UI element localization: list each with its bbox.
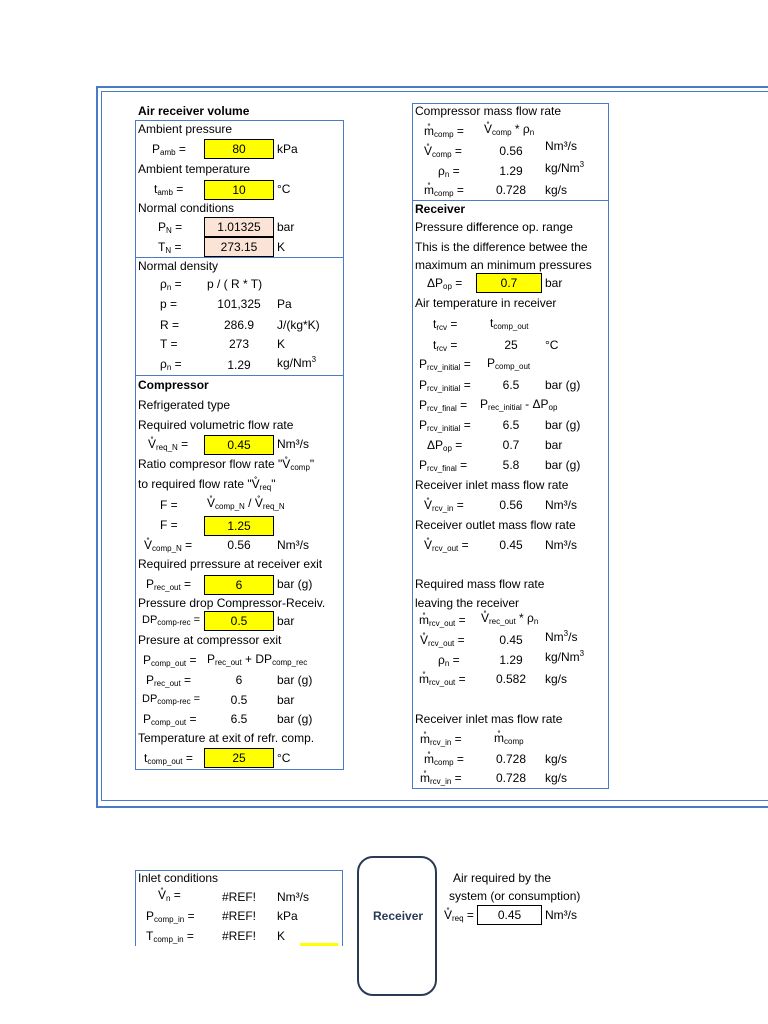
dpop-unit: bar [545,276,563,290]
mrcv-in-value: 0.728 [495,771,527,785]
vreq-b-unit: Nm³/s [545,908,577,922]
label-air-required1: Air required by the [453,871,552,885]
tcomp-input[interactable]: 25 [204,748,274,768]
trcv-label: $t_{rcv}$ = [433,338,458,353]
p-amb-input[interactable]: 80 [204,139,274,159]
dpop2-value: 0.7 [502,438,520,452]
r-unit: J/(kg*K) [277,318,320,332]
vrcv-out-label: $V̊_{rcv\_out}$ = [424,538,469,553]
vcomp-r-label: $V̊_{comp}$ = [424,144,462,159]
dp2-value: 0.5 [230,693,248,707]
mrcv-in-unit: kg/s [545,771,568,785]
prec-out-input[interactable]: 6 [204,575,274,595]
f-input[interactable]: 1.25 [204,516,274,536]
vreq-b-label: $V̊_{req}$ = [444,908,474,923]
rho2-unit: kg/Nm$^3$ [545,649,585,664]
vcomp-r-value: 0.56 [499,144,523,158]
divider [135,257,344,258]
label-pressure-diff: Pressure difference op. range [415,220,573,234]
vrcv-out2-unit: Nm$^3$/s [545,629,578,644]
label-presure-comp-exit: Presure at compressor exit [138,633,282,647]
vn-label: $V̊_n$ = [158,888,181,903]
prec-out2-value: 6 [235,673,243,687]
prec-out2-unit: bar (g) [277,673,313,687]
mrcv-out-formula-label: $m̊_{rcv\_out}$ = [419,613,466,628]
t-amb-input[interactable]: 10 [204,180,274,200]
label-normal-density: Normal density [138,259,219,273]
mrcv-out-formula: $V̊_{rec\_out} * \rho_n$ [481,611,539,626]
p-amb-label: $P_{amb}$ = [152,142,186,157]
pn-unit: bar [277,220,295,234]
pcomp-formula-label: $P_{comp\_out}$ = [143,653,197,668]
label-pressure-drop: Pressure drop Compressor-Receiv. [138,596,326,610]
vrcv-in-label: $V̊_{rcv\_in}$ = [424,498,464,513]
label-req-mass-flow1: Required mass flow rate [415,577,545,591]
rho-r-value: 1.29 [499,164,523,178]
label-req-pressure-exit: Required prressure at receiver exit [138,557,323,571]
vrcv-out-value: 0.45 [499,538,523,552]
dpop-input[interactable]: 0.7 [476,273,542,293]
label-diff-line2: maximum an minimum pressures [415,258,592,272]
tn-unit: K [277,240,286,254]
mcomp-formula: $V̊_{comp} * \rho_n$ [484,122,535,137]
mcomp-label: $m̊_{comp}$ = [424,183,464,198]
vcomp-value: 0.56 [227,538,251,552]
t-amb-label: $t_{amb}$ = [154,182,184,197]
rho-label: $\rho_n$ = [160,357,182,372]
label-air-temp: Air temperature in receiver [415,296,557,310]
mcomp2-label: $m̊_{comp}$ = [424,752,464,767]
label-inlet-mass-flow: Receiver inlet mass flow rate [415,478,569,492]
pcomp-label: $P_{comp\_out}$ = [143,712,197,727]
p-unit: Pa [277,297,292,311]
trcv-formula: $t_{comp\_out}$ [490,316,529,331]
tn-label: $T_N$ = [158,240,182,255]
pin-label: $P_{comp\_in}$ = [146,909,195,924]
f-label: F = [160,518,178,532]
vn-unit: Nm³/s [277,890,309,904]
prec-out-unit: bar (g) [277,577,313,591]
pcomp-formula: $P_{rec\_out} + DP_{comp\_rec}$ [207,652,308,667]
pfinal-value: 5.8 [502,458,520,472]
t-amb-unit: °C [277,182,291,196]
mrcv-in-formula: $m̊_{comp}$ [494,731,524,746]
mrcv-in-label: $m̊_{rcv\_in}$ = [420,771,462,786]
vcomp-label: $V̊_{comp\_N}$ = [144,538,193,553]
rho2-label: $\rho_n$ = [438,653,460,668]
label-temp-exit-refr: Temperature at exit of refr. comp. [138,731,315,745]
vcomp-r-unit: Nm³/s [545,139,577,153]
rho-unit: kg/Nm$^3$ [277,355,317,370]
vrcv-out-unit: Nm³/s [545,538,577,552]
tin-label: $T_{comp\_in}$ = [146,929,194,944]
dp-unit: bar [277,614,295,628]
vrcv-in-value: 0.56 [499,498,523,512]
pfinal-formula-label: $P_{rcv\_final}$ = [419,398,468,413]
pfinal-label: $P_{rcv\_final}$ = [419,458,468,473]
vrcv-out2-value: 0.45 [499,633,523,647]
mrcv-out-label: $m̊_{rcv\_out}$ = [419,672,466,687]
pcomp-unit: bar (g) [277,712,313,726]
label-diff-line1: This is the difference betwee the [415,240,588,254]
prec-out-label: $P_{rec\_out}$ = [146,577,192,592]
vrcv-in-unit: Nm³/s [545,498,577,512]
dpop2-unit: bar [545,438,563,452]
p-amb-unit: kPa [277,142,298,156]
section-title-air-receiver: Air receiver volume [138,104,250,118]
rho-r-label: $\rho_n$ = [438,164,460,179]
label-comp-mass-flow: Compressor mass flow rate [415,104,562,118]
vreq-unit: Nm³/s [277,437,309,451]
dp-input[interactable]: 0.5 [204,611,274,631]
pinit2-label: $P_{rcv\_initial}$ = [419,418,471,433]
tin-value: #REF! [222,929,257,943]
trcv-formula-label: $t_{rcv}$ = [433,317,458,332]
pcomp-value: 6.5 [230,712,248,726]
rho-formula-label: $\rho_n$ = [160,277,182,292]
t-unit: K [277,337,286,351]
pfinal-formula: $P_{rec\_initial} - \Delta P_{op}$ [480,397,558,412]
tcomp-label: $t_{comp\_out}$ = [144,751,193,766]
pinit2-value: 6.5 [502,418,520,432]
mcomp-formula-label: $m̊_{comp}$ = [424,124,464,139]
mcomp2-unit: kg/s [545,752,568,766]
r-value: 286.9 [223,318,255,332]
section-title-compressor: Compressor [138,378,209,392]
label-normal-conditions: Normal conditions [138,201,235,215]
pinit-formula: $P_{comp\_out}$ [487,356,531,371]
label-air-required2: system (or consumption) [449,889,581,903]
prec-out2-label: $P_{rec\_out}$ = [146,673,192,688]
pn-input[interactable]: 1.01325 [204,217,274,237]
pin-unit: kPa [277,909,298,923]
pinit-formula-label: $P_{rcv\_initial}$ = [419,357,471,372]
section-title-receiver: Receiver [415,202,466,216]
mcomp2-value: 0.728 [495,752,527,766]
mrcv-out-unit: kg/s [545,672,568,686]
yellow-strip [300,943,338,946]
vrcv-out2-label: $V̊_{rcv\_out}$ = [420,633,465,648]
mcomp-value: 0.728 [495,183,527,197]
label-ambient-temperature: Ambient temperature [138,162,251,176]
label-inlet-mas-flow: Receiver inlet mas flow rate [415,712,563,726]
rho2-value: 1.29 [499,653,523,667]
vcomp-unit: Nm³/s [277,538,309,552]
tn-input[interactable]: 273.15 [204,237,274,257]
tin-unit: K [277,929,286,943]
dp2-label: $DP_{comp-rec}$ = [142,693,201,706]
dp2-unit: bar [277,693,295,707]
receiver-tank-shape [357,856,437,996]
vreq-input[interactable]: 0.45 [204,435,274,455]
trcv-value: 25 [504,338,518,352]
label-req-mass-flow2: leaving the receiver [415,596,520,610]
pn-label: $P_N$ = [158,220,183,235]
r-label: R = [160,318,180,332]
label-ratio-line1: Ratio compresor flow rate "$V̊_{comp}$" [138,457,315,472]
f-formula-label: F = [160,498,178,512]
p-value: 101,325 [217,297,261,311]
pfinal-unit: bar (g) [545,458,581,472]
label-outlet-mass-flow: Receiver outlet mass flow rate [415,518,576,532]
t-value: 273 [228,337,250,351]
f-formula: $V̊_{comp\_N}$ / $V̊_{req\_N}$ [207,496,285,511]
rho-formula: p / ( R * T) [207,277,263,291]
t-label: T = [160,337,178,351]
pinit-value: 6.5 [502,378,520,392]
dp-label: $DP_{comp-rec}$ = [142,614,201,627]
label-inlet-conditions: Inlet conditions [138,871,219,885]
dpop-label: $\Delta P_{op}$ = [427,276,463,291]
vreq-b-input[interactable]: 0.45 [477,905,542,925]
pinit2-unit: bar (g) [545,418,581,432]
rho-r-unit: kg/Nm$^3$ [545,160,585,175]
trcv-unit: °C [545,338,559,352]
pinit-label: $P_{rcv\_initial}$ = [419,378,471,393]
pinit-unit: bar (g) [545,378,581,392]
mrcv-in-formula-label: $m̊_{rcv\_in}$ = [420,732,462,747]
label-ambient-pressure: Ambient pressure [138,122,233,136]
pin-value: #REF! [222,909,257,923]
vn-value: #REF! [222,890,257,904]
rho-value: 1.29 [227,358,251,372]
mrcv-out-value: 0.582 [495,672,527,686]
mcomp-unit: kg/s [545,183,568,197]
label-required-vol-flow: Required volumetric flow rate [138,418,294,432]
label-ratio-line2: to required flow rate "$V̊_{req}$" [138,477,276,492]
receiver-label: Receiver [373,909,424,923]
label-refrigerated-type: Refrigerated type [138,398,231,412]
dpop2-label: $\Delta P_{op}$ = [427,438,463,453]
vreq-label: $V̊_{req\_N}$ = [148,437,189,452]
tcomp-unit: °C [277,751,291,765]
p-label: p = [160,297,178,311]
